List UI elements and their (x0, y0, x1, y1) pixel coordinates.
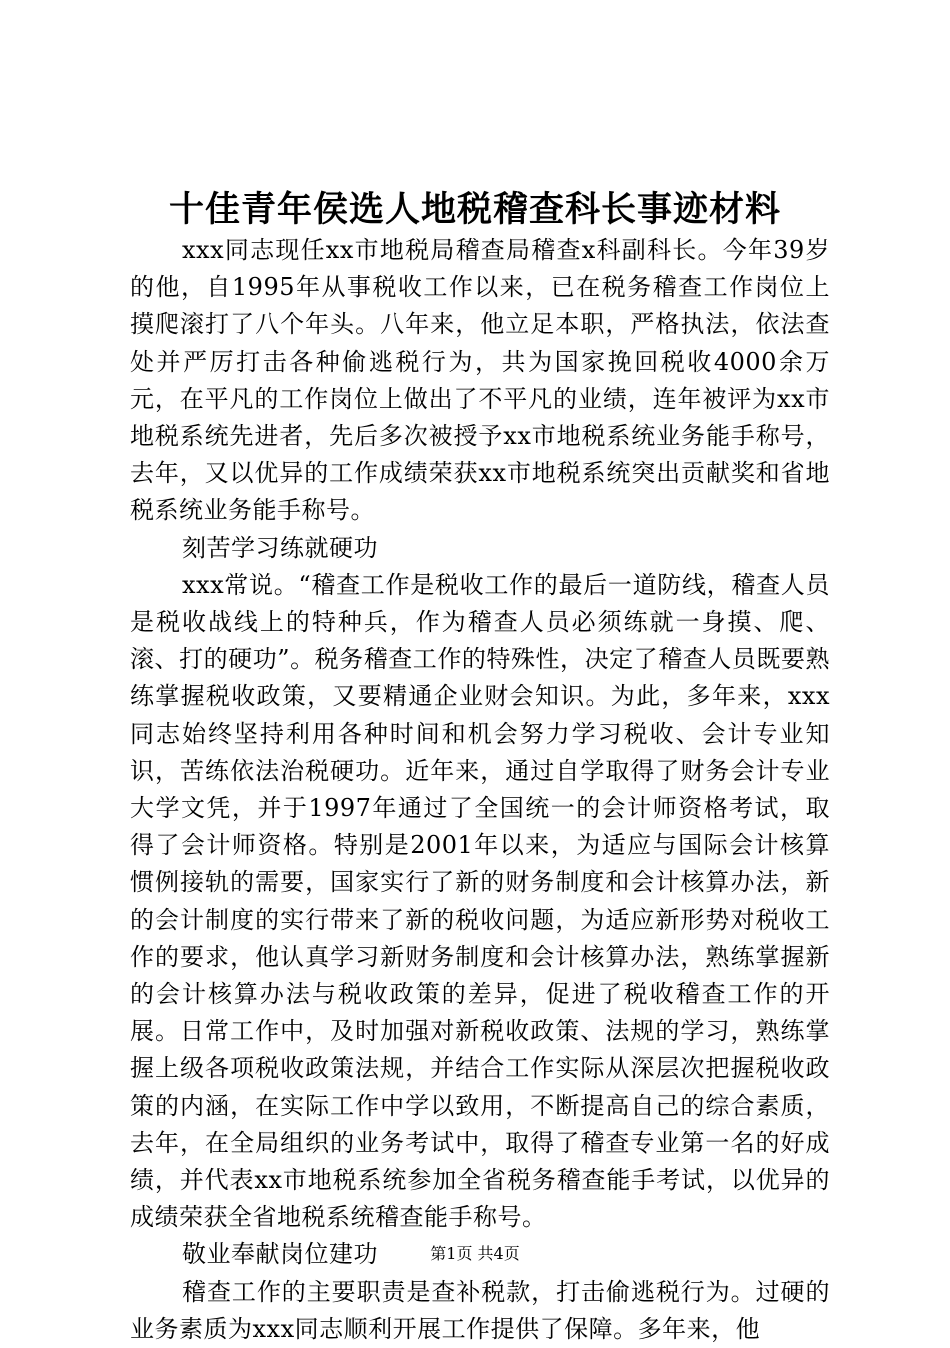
paragraph-study: xxx常说。“稽查工作是税收工作的最后一道防线，稽查人员是税收战线上的特种兵，作为稽查人员必须练就一身摸、爬、滚、打的硬功”。税务稽查工作的特殊性，决定了稽查人员既要熟练掌握税收政策，又要精通企业财会知识。为此，多年来，xxx同志始终坚持利用各种时间和机会努力学习税收、会计专业知识，苦练依法治税硬功。近年来，通过自学取得了财务会计专业大学文凭，并于1997年通过了全国统一的会计师资格考试，取得了会计师资格。特别是2001年以来，为适应与国际会计核算惯例接轨的需要，国家实行了新的财务制度和会计核算办法，新的会计制度的实行带来了新的税收问题，为适应新形势对税收工作的要求，他认真学习新财务制度和会计核算办法，熟练掌握新的会计核算办法与税收政策的差异，促进了税收稽查工作的开展。日常工作中，及时加强对新税收政策、法规的学习，熟练掌握上级各项税收政策法规，并结合工作实际从深层次把握税收政策的内涵，在实际工作中学以致用，不断提高自己的综合素质，去年，在全局组织的业务考试中，取得了稽查专业第一名的好成绩，并代表xx市地税系统参加全省税务稽查能手考试，以优异的成绩荣获全省地税系统稽查能手称号。 (130, 570, 830, 1232)
paragraph-dedication: 稽查工作的主要职责是查补税款，打击偷逃税行为。过硬的业务素质为xxx同志顺利开展工作提供了保障。多年来，他 (130, 1277, 830, 1343)
document-body (130, 232, 830, 1348)
section-heading-study: 刻苦学习练就硬功 (182, 533, 378, 562)
section-heading-dedication: 敬业奉献岗位建功 (182, 1240, 378, 1269)
document-title: 十佳青年侯选人地税稽查科长事迹材料 (168, 189, 781, 230)
page-number-footer: 第1页 共4页 (430, 1244, 520, 1263)
paragraph-intro: xxx同志现任xx市地税局稽查局稽查x科副科长。今年39岁的他，自1995年从事税收工作以来，已在税务稽查工作岗位上摸爬滚打了八个年头。八年来，他立足本职，严格执法，依法查处并严厉打击各种偷逃税行为，共为国家挽回税收4000余万元，在平凡的工作岗位上做出了不平凡的业绩，连年被评为xx市地税系统先进者，先后多次被授予xx市地税系统业务能手称号，去年，又以优异的工作成绩荣获xx市地税系统突出贡献奖和省地税系统业务能手称号。 (130, 236, 830, 525)
